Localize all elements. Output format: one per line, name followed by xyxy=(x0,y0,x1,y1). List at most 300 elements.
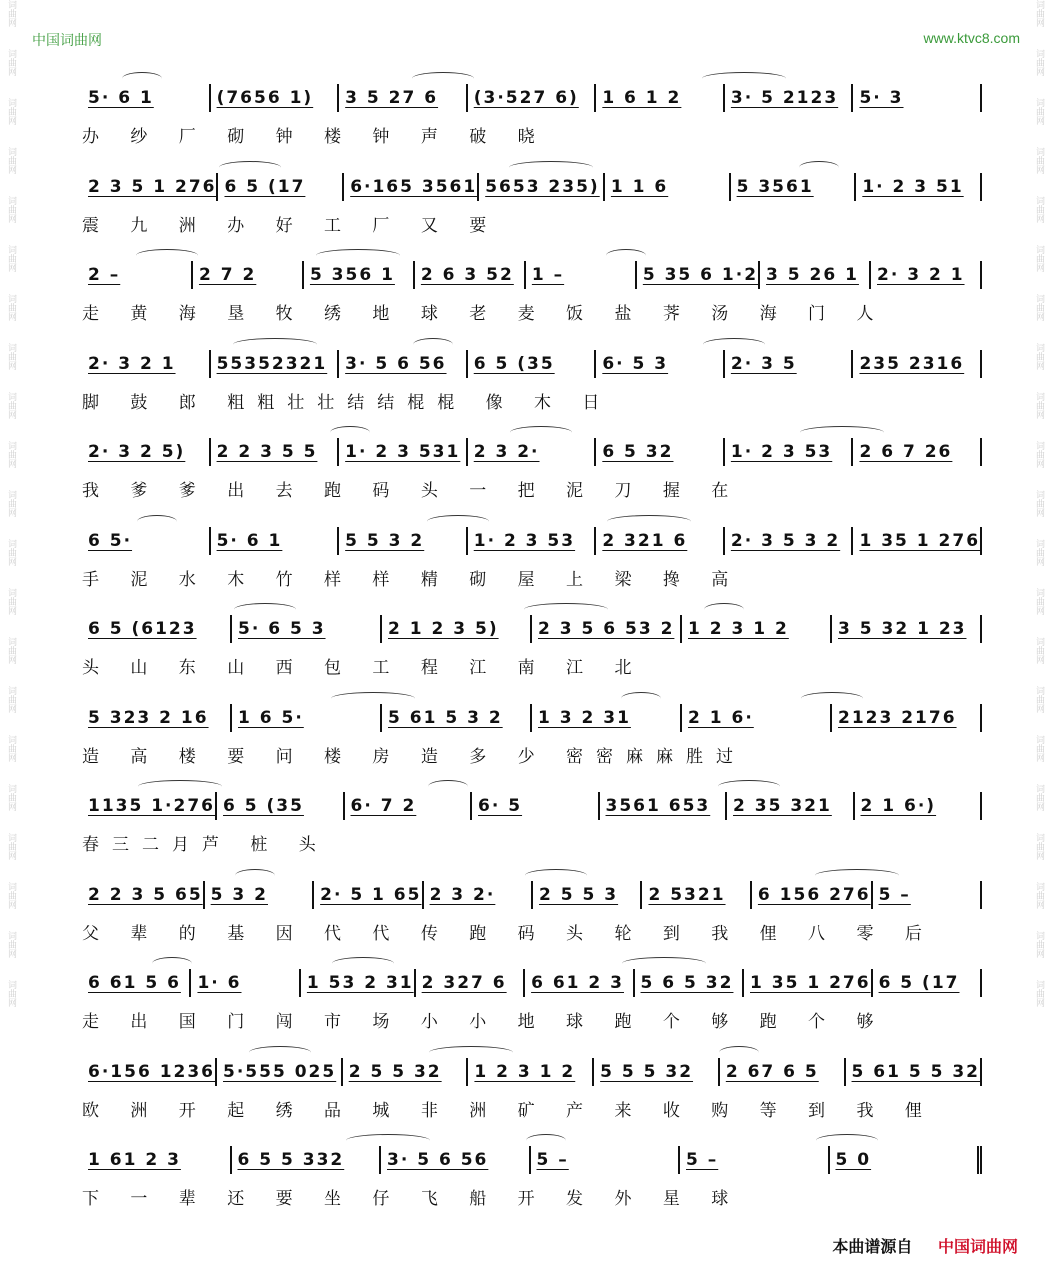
score-system xyxy=(82,239,982,328)
score-system xyxy=(82,151,982,240)
measure-notes: (7656 1) xyxy=(216,88,314,108)
slur-mark xyxy=(607,515,691,528)
measure-notes: 5 3561 xyxy=(736,176,814,197)
measure-notes: 3 5 32 1 23 xyxy=(838,619,967,639)
score-system xyxy=(82,770,982,859)
measure xyxy=(413,261,524,289)
lyrics-line: 欧 洲 开 起 绣 品 城 非 洲 矿 产 来 收 购 等 到 我 俚 xyxy=(82,1100,935,1121)
slur-mark xyxy=(524,603,608,616)
watermark-text: 词曲网 xyxy=(1034,784,1044,811)
watermark-text: 词曲网 xyxy=(6,980,16,1007)
measure-notes: 3· 5 6 56 xyxy=(345,353,447,374)
watermark-text: 词曲网 xyxy=(1034,196,1044,223)
slur-mark xyxy=(509,161,593,174)
measure xyxy=(633,969,742,997)
source-label: 本曲谱源自 xyxy=(832,1237,913,1256)
measure xyxy=(209,527,338,555)
measure-notes: 6 61 5 6 xyxy=(88,973,181,993)
measure-notes: 2 – xyxy=(88,265,121,285)
measure xyxy=(530,704,680,732)
measure-notes: 6 5 5 332 xyxy=(237,1150,345,1170)
slur-mark xyxy=(219,161,281,174)
measure xyxy=(82,350,209,378)
slur-mark xyxy=(249,1046,311,1059)
notes-row xyxy=(82,704,982,732)
measure-notes: 5· 6 1 xyxy=(216,530,283,551)
measure-notes: 5 3 2 xyxy=(210,884,268,905)
score-system xyxy=(82,947,982,1036)
measure xyxy=(82,1146,230,1174)
footer-brand[interactable]: 中国词曲网 xyxy=(937,1237,1018,1256)
watermark-text: 词曲网 xyxy=(6,343,16,370)
slur-mark xyxy=(606,249,646,262)
measure-notes: 55352321 xyxy=(216,353,328,374)
measure xyxy=(422,881,531,909)
slur-mark xyxy=(235,869,275,882)
site-name[interactable]: 中国词曲网 xyxy=(32,33,102,49)
measure xyxy=(342,173,477,201)
lyrics-line: 造 高 楼 要 问 楼 房 造 多 少 密密麻麻胜过 xyxy=(82,746,747,767)
measure xyxy=(529,1146,679,1174)
score-system xyxy=(82,1036,982,1125)
measure-notes: 2 7 2 xyxy=(198,265,257,285)
measure xyxy=(851,438,982,466)
measure-notes: 5 61 5 3 2 xyxy=(388,707,503,728)
lyrics-line: 手 泥 水 木 竹 样 样 精 砌 屋 上 梁 搀 高 xyxy=(82,569,742,590)
measure xyxy=(594,350,723,378)
lyrics-line: 我 爹 爹 出 去 跑 码 头 一 把 泥 刀 握 在 xyxy=(82,481,742,501)
measure xyxy=(209,438,338,466)
watermark-text: 词曲网 xyxy=(1034,637,1044,664)
watermark-text: 词曲网 xyxy=(6,147,16,174)
measure-notes: 1 6 5· xyxy=(238,707,304,728)
measure xyxy=(750,881,871,909)
measure-notes: (3·527 6) xyxy=(473,88,579,108)
measure xyxy=(851,84,982,112)
measure-notes: 5·555 025 xyxy=(223,1061,337,1082)
measure-notes: 1 35 1 276 xyxy=(859,530,981,551)
measure xyxy=(466,1058,592,1086)
score-system xyxy=(82,416,982,505)
measure xyxy=(470,792,598,820)
notes-row xyxy=(82,261,982,289)
slur-mark xyxy=(138,780,222,793)
watermark-text: 词曲网 xyxy=(1034,245,1044,272)
notes-row xyxy=(82,792,982,820)
measure-notes: 2 327 6 xyxy=(421,973,507,993)
measure xyxy=(594,438,723,466)
watermark-text: 词曲网 xyxy=(1034,735,1044,762)
measure-notes: 6 5 (17 xyxy=(224,176,306,197)
measure-notes: 6 5 (17 xyxy=(878,973,960,993)
lyrics-line: 脚 鼓 郎 粗粗壮壮结结棍棍 像 木 日 xyxy=(82,392,613,413)
measure-notes: 2 35 321 xyxy=(733,796,832,816)
lyrics-line: 办 纱 厂 砌 钟 楼 钟 声 破 晓 xyxy=(82,127,548,147)
watermark-text: 词曲网 xyxy=(1034,686,1044,713)
watermark-text: 词曲网 xyxy=(6,931,16,958)
slur-mark xyxy=(331,692,415,705)
measure xyxy=(414,969,523,997)
measure xyxy=(635,261,758,289)
measure xyxy=(337,527,466,555)
slur-mark xyxy=(137,515,177,528)
measure-notes: 5 5 5 32 xyxy=(600,1061,694,1082)
measure-notes: 2 3 2· xyxy=(473,442,540,462)
measure-notes: 5 35 6 1·2 xyxy=(642,265,759,285)
measure-notes: 6·165 3561 xyxy=(350,176,478,197)
measure xyxy=(853,792,983,820)
watermark-text: 词曲网 xyxy=(1034,931,1044,958)
measure-notes: 6· 7 2 xyxy=(350,796,417,816)
slur-mark xyxy=(719,1046,759,1059)
score-system xyxy=(82,62,982,151)
slur-mark xyxy=(799,161,839,174)
measure-notes: 3561 653 xyxy=(605,796,711,816)
watermark-text: 词曲网 xyxy=(1034,343,1044,370)
measure-notes: 2 6 7 26 xyxy=(859,442,953,462)
measure xyxy=(729,173,855,201)
slur-mark xyxy=(704,603,744,616)
measure xyxy=(723,350,852,378)
measure-notes: 2· 3 2 1 xyxy=(88,353,176,374)
slur-mark xyxy=(346,1134,430,1147)
measure-notes: 1 3 2 31 xyxy=(538,707,631,728)
measure-notes: 5· 6 1 xyxy=(88,88,154,108)
measure-notes: 3 5 27 6 xyxy=(345,88,439,108)
measure-notes: 1· 2 3 51 xyxy=(862,176,964,197)
measure-notes: 1 2 3 1 2 xyxy=(688,619,789,639)
site-url[interactable]: www.ktvc8.com xyxy=(923,30,1020,46)
measure xyxy=(82,438,209,466)
numbered-music-score xyxy=(82,62,982,1213)
measure xyxy=(209,84,338,112)
measure-notes: 1 35 1 276 xyxy=(750,973,871,993)
slur-mark xyxy=(816,1134,878,1147)
slur-mark xyxy=(233,338,317,351)
measure xyxy=(302,261,413,289)
notes-row xyxy=(82,438,982,466)
measure-notes: 6 5 (35 xyxy=(473,353,555,374)
watermark-text: 词曲网 xyxy=(1034,490,1044,517)
slur-mark xyxy=(412,72,474,85)
measure-notes: 1 – xyxy=(531,265,565,285)
measure-notes: 6 61 2 3 xyxy=(531,973,624,993)
measure-notes: 2· 5 1 65 xyxy=(320,884,422,905)
score-system xyxy=(82,505,982,594)
measure-notes: 2 67 6 5 xyxy=(725,1061,819,1082)
measure-notes: 2 1 2 3 5) xyxy=(388,619,499,639)
measure xyxy=(203,881,312,909)
slur-mark xyxy=(815,869,899,882)
measure xyxy=(531,881,640,909)
measure xyxy=(680,615,830,643)
measure-notes: 2 5 5 32 xyxy=(348,1061,442,1082)
measure xyxy=(189,969,298,997)
slur-mark xyxy=(413,338,453,351)
measure xyxy=(725,792,853,820)
measure-notes: 6· 5 xyxy=(478,796,523,816)
slur-mark xyxy=(428,780,468,793)
measure xyxy=(723,84,852,112)
notes-row xyxy=(82,350,982,378)
watermark-text: 词曲网 xyxy=(6,735,16,762)
measure-notes: 6 5 (6123 xyxy=(88,619,197,639)
footer-credit xyxy=(832,1234,1018,1257)
measure-notes: 6· 5 3 xyxy=(602,353,669,374)
measure-notes: 1 61 2 3 xyxy=(88,1150,181,1170)
measure xyxy=(466,527,595,555)
measure xyxy=(723,527,852,555)
measure xyxy=(215,792,343,820)
measure xyxy=(530,615,680,643)
measure-notes: 2 3 5 1 276 xyxy=(88,176,217,197)
measure xyxy=(230,1146,380,1174)
measure xyxy=(82,792,215,820)
measure-notes: 2· 3 2 5) xyxy=(88,442,186,462)
slur-mark xyxy=(316,249,400,262)
measure xyxy=(830,704,982,732)
measure-notes: 2 3 2· xyxy=(429,884,496,905)
notes-row xyxy=(82,881,982,909)
measure-notes: 6 5 (35 xyxy=(223,796,304,816)
measure xyxy=(523,969,632,997)
measure xyxy=(592,1058,718,1086)
measure-notes: 5 356 1 xyxy=(309,265,395,285)
measure xyxy=(230,704,380,732)
measure xyxy=(82,84,209,112)
notes-row xyxy=(82,969,982,997)
measure-notes: 5 5 3 2 xyxy=(345,530,425,551)
watermark-text: 词曲网 xyxy=(6,392,16,419)
measure xyxy=(830,615,982,643)
measure xyxy=(854,173,982,201)
measure-notes: 1· 6 xyxy=(197,973,242,993)
measure xyxy=(82,1058,215,1086)
measure-notes: 1· 2 3 53 xyxy=(473,530,576,551)
measure xyxy=(718,1058,844,1086)
watermark-text: 词曲网 xyxy=(6,49,16,76)
measure-notes: 2 6 3 52 xyxy=(420,265,514,285)
measure xyxy=(337,84,466,112)
measure xyxy=(869,261,982,289)
measure xyxy=(594,84,723,112)
measure-notes: 2 5321 xyxy=(648,884,726,905)
measure-notes: 2 3 5 6 53 2 xyxy=(538,619,675,639)
watermark-text: 词曲网 xyxy=(6,637,16,664)
watermark-text: 词曲网 xyxy=(6,539,16,566)
measure xyxy=(337,438,466,466)
slur-mark xyxy=(136,249,198,262)
notes-row xyxy=(82,527,982,555)
measure-notes: 5 – xyxy=(878,884,911,905)
measure xyxy=(82,704,230,732)
measure-notes: 5 6 5 32 xyxy=(640,973,734,993)
slur-mark xyxy=(800,426,884,439)
slur-mark xyxy=(622,957,706,970)
lyrics-line: 春三二月芦 桩 头 xyxy=(82,835,329,855)
slur-mark xyxy=(718,780,780,793)
measure xyxy=(466,438,595,466)
notes-row xyxy=(82,173,982,201)
measure xyxy=(312,881,421,909)
right-watermark-strip xyxy=(1028,0,1050,1283)
measure xyxy=(299,969,414,997)
measure-notes: 5 – xyxy=(536,1150,569,1170)
measure-notes: 3· 5 6 56 xyxy=(387,1150,489,1170)
measure-notes: 1 6 1 2 xyxy=(602,88,682,108)
lyrics-line: 走 出 国 门 闯 市 场 小 小 地 球 跑 个 够 跑 个 够 xyxy=(82,1012,887,1032)
measure xyxy=(742,969,871,997)
measure xyxy=(380,704,530,732)
measure-notes: 1 2 3 1 2 xyxy=(474,1061,576,1082)
measure-notes: 2 5 5 3 xyxy=(539,884,619,905)
measure xyxy=(82,173,216,201)
measure-notes: 2 1 6· xyxy=(688,707,754,728)
measure-notes: 6 156 276 xyxy=(757,884,871,905)
measure xyxy=(82,527,209,555)
measure-notes: 1 53 2 31 xyxy=(306,973,414,993)
measure xyxy=(678,1146,828,1174)
measure-notes: 1· 2 3 53 xyxy=(730,442,833,462)
watermark-text: 词曲网 xyxy=(1034,588,1044,615)
watermark-text: 词曲网 xyxy=(1034,980,1044,1007)
lyrics-line: 头 山 东 山 西 包 工 程 江 南 江 北 xyxy=(82,658,645,678)
slur-mark xyxy=(427,515,489,528)
measure-notes: 1· 2 3 531 xyxy=(345,442,461,462)
watermark-text: 词曲网 xyxy=(1034,539,1044,566)
measure-notes: 2123 2176 xyxy=(838,707,957,728)
slur-mark xyxy=(429,1046,513,1059)
left-watermark-strip xyxy=(0,0,22,1283)
watermark-text: 词曲网 xyxy=(6,98,16,125)
watermark-text: 词曲网 xyxy=(6,490,16,517)
measure-notes: 2· 3 2 1 xyxy=(877,265,965,285)
measure-notes: 5 – xyxy=(686,1150,719,1170)
watermark-text: 词曲网 xyxy=(6,882,16,909)
measure-notes: 2· 3 5 3 2 xyxy=(730,530,841,551)
slur-mark xyxy=(122,72,162,85)
measure xyxy=(723,438,852,466)
measure xyxy=(209,350,338,378)
watermark-text: 词曲网 xyxy=(6,588,16,615)
measure-notes: 3 5 26 1 xyxy=(766,265,859,285)
measure xyxy=(230,615,380,643)
measure xyxy=(82,615,230,643)
measure xyxy=(871,881,982,909)
measure xyxy=(82,969,189,997)
measure xyxy=(466,84,595,112)
slur-mark xyxy=(801,692,863,705)
watermark-text: 词曲网 xyxy=(6,784,16,811)
measure-notes: 5653 235) xyxy=(485,176,600,197)
measure-notes: 235 2316 xyxy=(859,353,965,374)
measure xyxy=(871,969,982,997)
measure-notes: 6 5 32 xyxy=(602,442,674,462)
lyrics-line: 下 一 辈 还 要 坐 仔 飞 船 开 发 外 星 球 xyxy=(82,1189,742,1209)
watermark-text: 词曲网 xyxy=(6,245,16,272)
measure xyxy=(341,1058,467,1086)
slur-mark xyxy=(703,338,765,351)
watermark-text: 词曲网 xyxy=(6,686,16,713)
watermark-text: 词曲网 xyxy=(1034,441,1044,468)
score-system xyxy=(82,682,982,771)
watermark-text: 词曲网 xyxy=(6,441,16,468)
measure-notes: 6 5· xyxy=(88,530,133,551)
measure xyxy=(191,261,302,289)
notes-row xyxy=(82,84,982,112)
watermark-text: 词曲网 xyxy=(6,196,16,223)
notes-row xyxy=(82,1146,982,1174)
slur-mark xyxy=(702,72,786,85)
measure-notes: 5· 6 5 3 xyxy=(238,619,326,639)
measure xyxy=(594,527,723,555)
measure-notes: 5 0 xyxy=(835,1150,872,1170)
measure xyxy=(851,527,982,555)
measure-notes: 2 2 3 5 65 xyxy=(88,884,203,905)
lyrics-line: 震 九 洲 办 好 工 厂 又 要 xyxy=(82,215,500,236)
score-system xyxy=(82,859,982,948)
score-system xyxy=(82,593,982,682)
slur-mark xyxy=(234,603,296,616)
measure-notes: 5· 3 xyxy=(859,88,904,108)
measure xyxy=(680,704,830,732)
measure xyxy=(337,350,466,378)
watermark-text: 词曲网 xyxy=(1034,49,1044,76)
measure xyxy=(343,792,471,820)
notes-row xyxy=(82,615,982,643)
measure xyxy=(477,173,603,201)
watermark-text: 词曲网 xyxy=(1034,147,1044,174)
measure-notes: 2· 3 5 xyxy=(730,353,797,374)
watermark-text: 词曲网 xyxy=(6,0,16,27)
measure-notes: 2 321 6 xyxy=(602,530,688,551)
measure xyxy=(379,1146,529,1174)
measure xyxy=(640,881,749,909)
measure-notes: 5 323 2 16 xyxy=(88,707,209,728)
measure xyxy=(380,615,530,643)
measure-notes: 3· 5 2123 xyxy=(730,88,839,108)
slur-mark xyxy=(621,692,661,705)
measure-notes: 6·156 1236 xyxy=(88,1061,216,1082)
slur-mark xyxy=(510,426,572,439)
measure xyxy=(466,350,595,378)
watermark-text: 词曲网 xyxy=(1034,833,1044,860)
slur-mark xyxy=(525,869,587,882)
measure xyxy=(82,881,203,909)
measure xyxy=(828,1146,983,1174)
measure xyxy=(82,261,191,289)
lyrics-line: 走 黄 海 垦 牧 绣 地 球 老 麦 饭 盐 荠 汤 海 门 人 xyxy=(82,304,887,324)
watermark-text: 词曲网 xyxy=(1034,882,1044,909)
watermark-text: 词曲网 xyxy=(1034,0,1044,27)
measure-notes: 2 1 6·) xyxy=(860,796,937,816)
notes-row xyxy=(82,1058,982,1086)
lyrics-line: 父 辈 的 基 因 代 代 传 跑 码 头 轮 到 我 俚 八 零 后 xyxy=(82,923,935,944)
measure xyxy=(215,1058,341,1086)
watermark-text: 词曲网 xyxy=(1034,98,1044,125)
slur-mark xyxy=(332,957,394,970)
slur-mark xyxy=(152,957,192,970)
measure-notes: 5 61 5 5 32 xyxy=(851,1061,981,1082)
measure xyxy=(598,792,726,820)
score-system xyxy=(82,328,982,417)
measure-notes: 1 1 6 xyxy=(610,176,669,197)
watermark-text: 词曲网 xyxy=(1034,392,1044,419)
slur-mark xyxy=(330,426,370,439)
watermark-text: 词曲网 xyxy=(6,833,16,860)
watermark-text: 词曲网 xyxy=(6,294,16,321)
measure xyxy=(844,1058,982,1086)
